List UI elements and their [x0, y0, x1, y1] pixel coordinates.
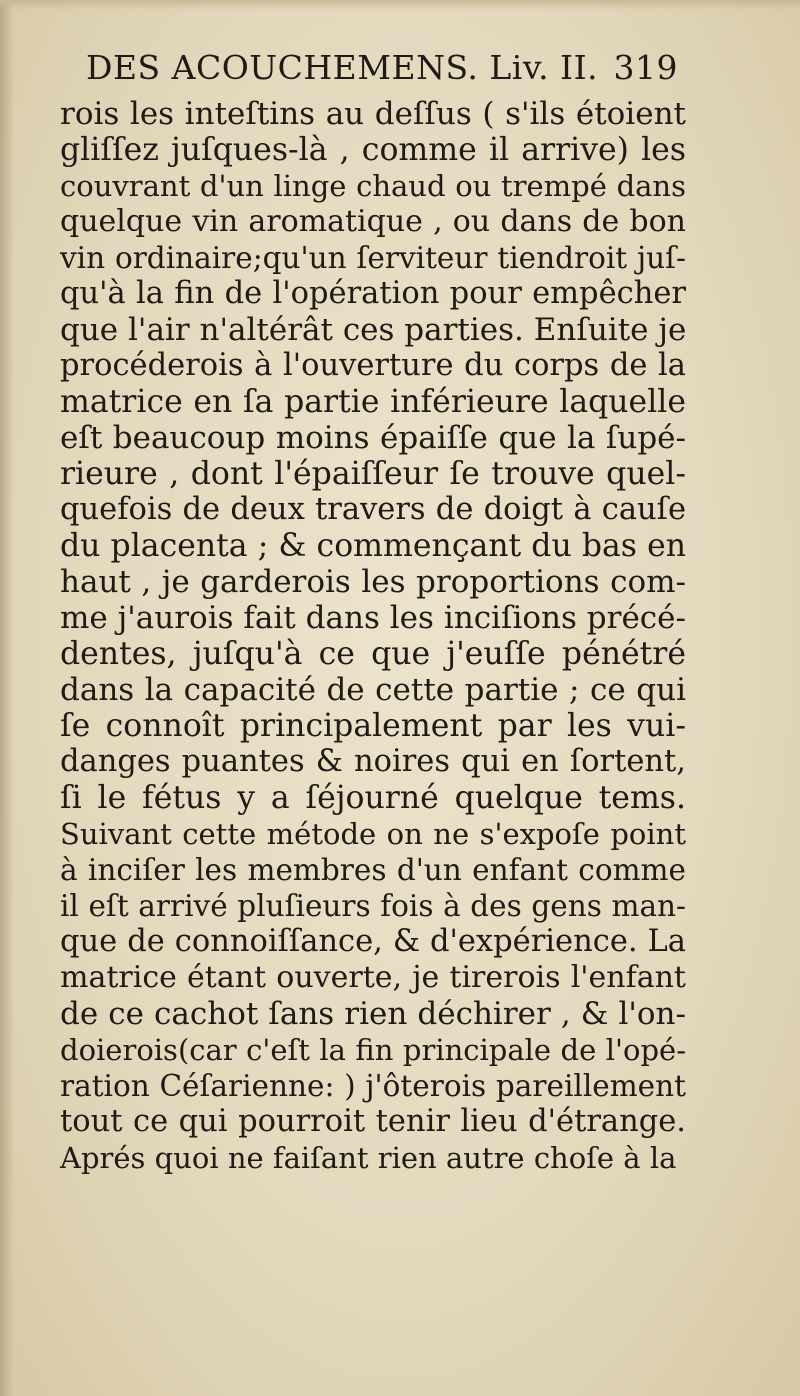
text-line: tout ce qui pourroit tenir lieu d'étrange. — [60, 1104, 686, 1139]
text-line: procéderois à l'ouverture du corps de la — [60, 348, 686, 383]
text-line: rois les inteſtins au deſſus ( s'ils étoient — [60, 96, 686, 132]
text-line: couvrant d'un linge chaud ou trempé dans — [60, 169, 686, 203]
text-line: me j'aurois fait dans les inciſions précé- — [60, 600, 686, 636]
text-line: du placenta ; & commençant du bas en — [60, 528, 686, 564]
text-line: à inciſer les membres d'un enfant comme — [60, 853, 686, 887]
text-line: ſe connoît principalement par les vui- — [60, 708, 686, 744]
text-line: quefois de deux travers de doigt à cauſe — [60, 492, 686, 527]
text-line: ration Céſarienne: ) j'ôterois pareillement — [60, 1069, 686, 1103]
text-line: ſi le fétus y a ſéjourné quelque tems. — [60, 780, 686, 816]
text-line: haut , je garderois les proportions com- — [60, 564, 686, 600]
text-block — [60, 40, 686, 1176]
text-line: matrice étant ouverte, je tirerois l'enfant — [60, 960, 686, 995]
running-title: DES ACOUCHEMENS. Liv. II. — [86, 48, 599, 87]
text-line: matrice en ſa partie inférieure laquelle — [60, 384, 686, 420]
text-line: de ce cachot ſans rien déchirer , & l'on- — [60, 996, 686, 1032]
text-line: danges puantes & noires qui en ſortent, — [60, 744, 686, 779]
text-line: Aprés quoi ne faiſant rien autre choſe à la — [60, 1141, 677, 1175]
text-line: vin ordinaire;qu'un ſerviteur tiendroit juſ- — [60, 241, 686, 275]
page-number: 319 — [613, 48, 678, 87]
text-line: qu'à la fin de l'opération pour empêcher — [60, 276, 686, 311]
text-line: que l'air n'altérât ces parties. Enſuite je — [60, 312, 687, 348]
page-top-shadow — [0, 0, 800, 10]
text-line: doierois(car c'eſt la fin principale de l'opé- — [60, 1033, 686, 1067]
text-line: gliſſez juſques-là , comme il arrive) les — [60, 132, 686, 168]
text-line: dans la capacité de cette partie ; ce qui — [60, 672, 686, 708]
text-line: que de connoiſſance, & d'expérience. La — [60, 924, 686, 959]
page-left-shadow — [0, 0, 14, 1396]
text-line: eſt beaucoup moins épaiſſe que la ſupé- — [60, 420, 686, 456]
text-line: il eſt arrivé pluſieurs fois à des gens man- — [60, 889, 686, 923]
text-line: quelque vin aromatique , ou dans de bon — [60, 204, 686, 239]
running-header — [60, 40, 686, 96]
text-line: dentes, juſqu'à ce que j'euſſe pénétré — [60, 636, 686, 672]
text-line: rieure , dont l'épaiſſeur ſe trouve quel- — [60, 456, 686, 492]
text-line: Suivant cette métode on ne s'expoſe point — [60, 817, 686, 851]
